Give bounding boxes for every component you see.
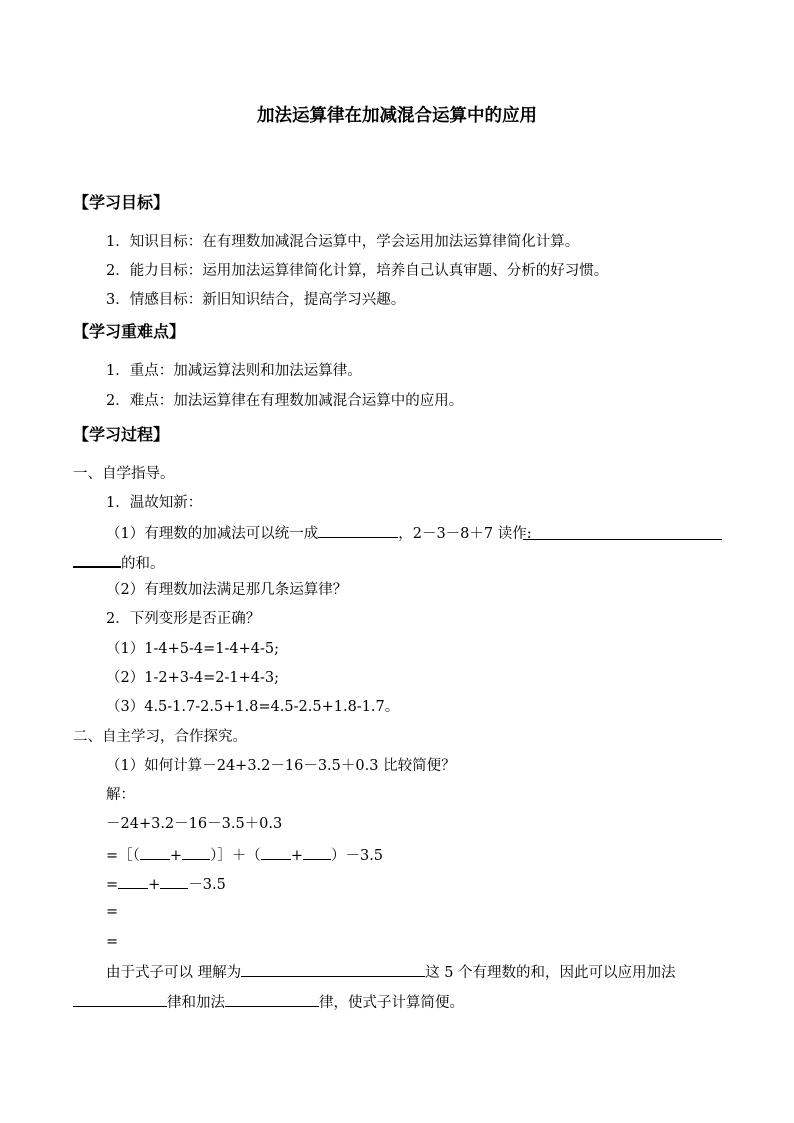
- question-1-line-cont: [73, 551, 165, 574]
- explanation-text: 律和加法: [167, 995, 225, 1011]
- transform-title: 2．下列变形是否正确？: [106, 611, 261, 627]
- answer-blank[interactable]: [303, 844, 331, 860]
- page-title: 加法运算律在加减混合运算中的应用: [257, 106, 537, 126]
- transform-item: （2）1-2+3-4=2-1+4-3;: [106, 670, 279, 686]
- explanation-line: [106, 961, 676, 983]
- answer-blank[interactable]: [523, 539, 722, 540]
- step-text: －3.5: [188, 877, 226, 893]
- answer-blank[interactable]: [118, 873, 148, 889]
- step-text: +: [148, 877, 161, 893]
- question-1-text-c: 的和。: [121, 556, 165, 572]
- question-1-text-b: ，2－3－8＋7 读作:: [398, 526, 532, 542]
- solution-label: 解：: [106, 787, 135, 803]
- solution-step-3: =: [106, 904, 119, 920]
- step-text: ）－3.5: [330, 848, 384, 864]
- step-text: +: [290, 848, 303, 864]
- transform-item: （3）4.5-1.7-2.5+1.8=4.5-2.5+1.8-1.7。: [106, 699, 400, 715]
- answer-blank[interactable]: [140, 844, 170, 860]
- solution-step-1: [106, 844, 383, 866]
- explanation-text: 这 5 个有理数的和，因此可以应用加法: [425, 965, 676, 981]
- solution-step-2: [106, 873, 226, 895]
- step-text: +: [169, 848, 183, 864]
- goal-item: 3．情感目标：新旧知识结合，提高学习兴趣。: [106, 292, 406, 308]
- section-heading-process: 【学习过程】: [73, 425, 170, 444]
- answer-blank[interactable]: [225, 991, 319, 1007]
- answer-blank[interactable]: [73, 551, 121, 568]
- section-heading-key-points: 【学习重难点】: [73, 322, 186, 341]
- answer-blank[interactable]: [160, 873, 188, 889]
- goal-item: 1．知识目标：在有理数加减混合运算中，学会运用加法运算律简化计算。: [106, 234, 580, 250]
- question-1-line: [106, 522, 532, 544]
- solution-step-4: =: [106, 934, 119, 950]
- explanation-line-cont: [73, 991, 464, 1013]
- step-text: ）］＋（: [210, 848, 261, 864]
- answer-blank[interactable]: [73, 991, 167, 1007]
- step-text: =: [106, 877, 119, 893]
- key-point-item: 2．难点：加法运算律在有理数加减混合运算中的应用。: [106, 393, 464, 409]
- part1-heading: 一、自学指导。: [73, 466, 175, 482]
- part2-question: （1）如何计算－24+3.2－16－3.5＋0.3 比较简便？: [106, 758, 456, 774]
- section-heading-goals: 【学习目标】: [73, 193, 170, 212]
- answer-blank[interactable]: [318, 522, 398, 538]
- review-title: 1．温故知新：: [106, 495, 203, 511]
- part2-heading: 二、自主学习，合作探究。: [73, 729, 247, 745]
- answer-blank[interactable]: [261, 844, 291, 860]
- question-2: （2）有理数加法满足那几条运算律？: [106, 582, 348, 598]
- explanation-text: 律，使式子计算简便。: [319, 995, 464, 1011]
- key-point-item: 1．重点：加减运算法则和加法运算律。: [106, 363, 362, 379]
- expression: －24+3.2－16－3.5＋0.3: [106, 816, 283, 832]
- explanation-text: 由于式子可以 理解为: [106, 965, 242, 981]
- answer-blank[interactable]: [241, 961, 425, 977]
- transform-item: （1）1-4+5-4=1-4+4-5;: [106, 641, 279, 657]
- step-text: =［（: [106, 848, 140, 864]
- goal-item: 2．能力目标：运用加法运算律简化计算，培养自己认真审题、分析的好习惯。: [106, 263, 609, 279]
- question-1-text-a: （1）有理数的加减法可以统一成: [106, 526, 319, 542]
- answer-blank[interactable]: [182, 844, 210, 860]
